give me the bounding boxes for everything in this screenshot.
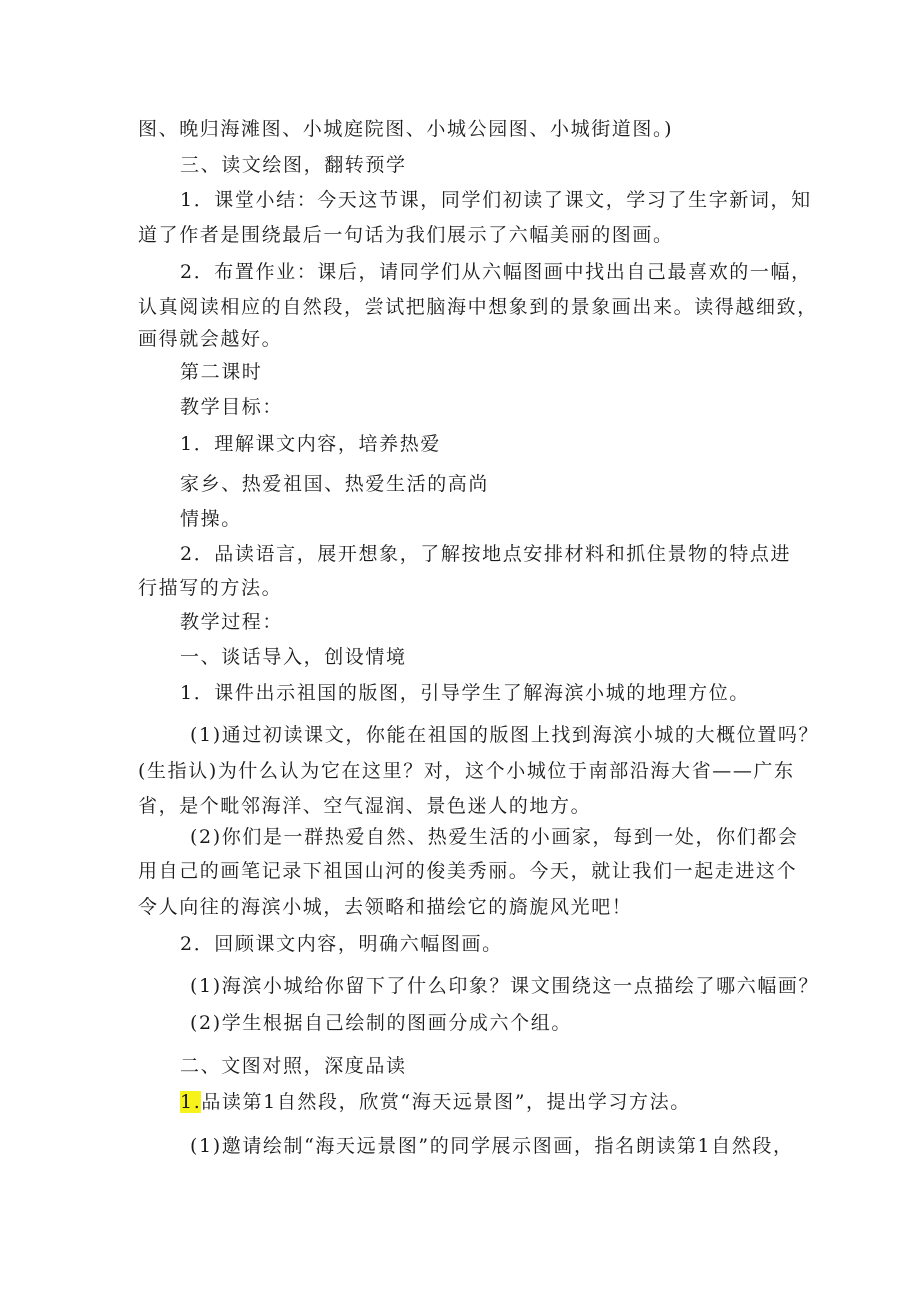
section-heading: 二、文图对照，深度品读 xyxy=(180,1055,407,1077)
text-line: 认真阅读相应的自然段，尝试把脑海中想象到的景象画出来。读得越细致， xyxy=(138,296,818,318)
text-line: 图、晚归海滩图、小城庭院图、小城公园图、小城街道图。) xyxy=(138,118,674,140)
text-line: 家乡、热爱祖国、热爱生活的高尚 xyxy=(180,473,490,495)
text-line: (2)你们是一群热爱自然、热爱生活的小画家，每到一处，你们都会 xyxy=(190,826,799,848)
text-line: 行描写的方法。 xyxy=(138,577,283,599)
text-line xyxy=(180,1090,691,1114)
section-heading: 第二课时 xyxy=(180,361,263,383)
text-line: (2)学生根据自己绘制的图画分成六个组。 xyxy=(190,1012,572,1034)
text-line: (生指认)为什么认为它在这里？对，这个小城位于南部沿海大省——广东 xyxy=(138,760,795,782)
text-line: 2．品读语言，展开想象，了解按地点安排材料和抓住景物的特点进 xyxy=(180,543,792,565)
text-line-content: 品读第1自然段，欣赏“海天远景图”，提出学习方法。 xyxy=(201,1091,691,1113)
text-line: (1)通过初读课文，你能在祖国的版图上找到海滨小城的大概位置吗？ xyxy=(190,724,820,746)
text-line: 情操。 xyxy=(180,508,242,530)
text-line: 道了作者是围绕最后一句话为我们展示了六幅美丽的图画。 xyxy=(138,224,674,246)
section-heading: 一、谈话导入，创设情境 xyxy=(180,646,407,668)
text-line: 画得就会越好。 xyxy=(138,328,283,350)
text-line: 1．课堂小结：今天这节课，同学们初读了课文，学习了生字新词，知 xyxy=(180,189,812,211)
text-line: 1．课件出示祖国的版图，引导学生了解海滨小城的地理方位。 xyxy=(180,682,750,704)
text-line: (1)海滨小城给你留下了什么印象？课文围绕这一点描绘了哪六幅画？ xyxy=(190,975,820,997)
text-line: 省，是个毗邻海洋、空气湿润、景色迷人的地方。 xyxy=(138,795,592,817)
section-heading: 教学目标： xyxy=(180,396,284,418)
text-line: 令人向往的海滨小城，去领略和描绘它的旖旎风光吧！ xyxy=(138,896,633,918)
section-heading: 教学过程： xyxy=(180,611,284,633)
text-line: 1．理解课文内容，培养热爱 xyxy=(180,433,441,455)
text-line: 用自己的画笔记录下祖国山河的俊美秀丽。今天，就让我们一起走进这个 xyxy=(138,860,798,882)
highlighted-number: 1. xyxy=(180,1091,202,1113)
text-line: 2．布置作业：课后，请同学们从六幅图画中找出自己最喜欢的一幅， xyxy=(180,261,812,283)
section-heading: 三、读文绘图，翻转预学 xyxy=(180,154,407,176)
text-line: 2．回顾课文内容，明确六幅图画。 xyxy=(180,933,503,955)
text-line: (1)邀请绘制“海天远景图”的同学展示图画，指名朗读第1自然段， xyxy=(190,1135,794,1157)
